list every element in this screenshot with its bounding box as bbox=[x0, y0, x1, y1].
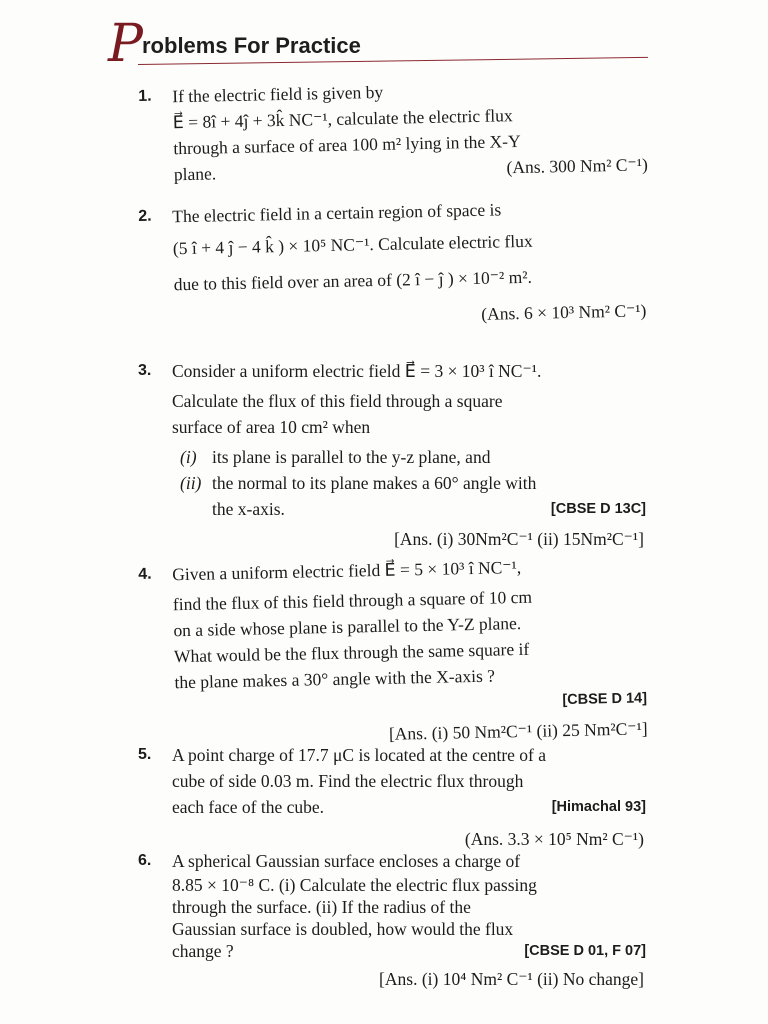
problem-number: 5. bbox=[138, 746, 152, 763]
problem-line: Gaussian surface is doubled, how would the flux bbox=[172, 919, 514, 939]
problem-line: A point charge of 17.7 μC is located at the centre of a bbox=[172, 745, 547, 765]
problem-text bbox=[172, 742, 646, 852]
problem-line: Given a uniform electric field E⃗ = 5 × 10³ î NC⁻¹, bbox=[172, 556, 522, 585]
problem-line: E⃗ = 8î + 4ĵ + 3k̂ NC⁻¹, calculate the electric flux bbox=[172, 105, 513, 133]
section-heading bbox=[108, 14, 648, 74]
problem-line bbox=[172, 794, 646, 820]
problem-number: 2. bbox=[138, 207, 152, 225]
problem-line bbox=[172, 940, 646, 962]
problem-4 bbox=[138, 551, 648, 744]
problem-text bbox=[172, 848, 646, 992]
sub-item-tag: (i) bbox=[180, 447, 197, 467]
problem-number: 6. bbox=[138, 852, 152, 869]
answer: (Ans. 3.3 × 10⁵ Nm² C⁻¹) bbox=[464, 829, 644, 849]
problem-line: due to this field over an area of (2 î − ĵ ) × 10⁻² m². bbox=[173, 266, 533, 295]
reference-tag: [Himachal 93] bbox=[551, 799, 646, 815]
problem-line: Consider a uniform electric field E⃗ = 3 × 10³ î NC⁻¹. bbox=[172, 361, 542, 381]
problem-line: surface of area 10 cm² when bbox=[172, 417, 371, 437]
answer: [Ans. (i) 10⁴ Nm² C⁻¹ (ii) No change] bbox=[379, 969, 644, 989]
problem-last-line: plane. bbox=[173, 163, 217, 185]
sub-item bbox=[172, 470, 646, 496]
heading-title: roblems For Practice bbox=[142, 33, 361, 58]
problem-text bbox=[172, 358, 646, 552]
problem-line: the plane makes a 30° angle with the X-axis ? bbox=[174, 665, 496, 693]
problem-number: 3. bbox=[138, 362, 152, 379]
problem-number: 4. bbox=[138, 565, 152, 583]
reference-tag: [CBSE D 14] bbox=[562, 690, 648, 709]
sub-item-continuation-text: the x-axis. bbox=[212, 499, 285, 519]
problem-2 bbox=[138, 193, 647, 324]
problem-line: cube of side 0.03 m. Find the electric flux through bbox=[172, 771, 524, 791]
heading-drop-letter: P bbox=[108, 14, 143, 74]
sub-item-tag: (ii) bbox=[180, 473, 202, 493]
problem-text bbox=[172, 551, 650, 751]
problem-line: find the flux of this field through a square of 10 cm bbox=[172, 586, 533, 615]
problem-last-line: each face of the cube. bbox=[172, 797, 325, 817]
sub-item-continuation bbox=[172, 496, 646, 522]
problem-text bbox=[172, 73, 648, 187]
answer: (Ans. 300 Nm² C⁻¹) bbox=[506, 154, 649, 178]
problem-last-line: change ? bbox=[172, 941, 234, 961]
answer: [Ans. (i) 30Nm²C⁻¹ (ii) 15Nm²C⁻¹] bbox=[394, 529, 644, 549]
problem-line: (5 î + 4 ĵ − 4 k̂ ) × 10⁵ NC⁻¹. Calculate electric flux bbox=[172, 230, 533, 259]
sub-item-text: the normal to its plane makes a 60° angle with bbox=[212, 473, 537, 493]
problem-line: A spherical Gaussian surface encloses a charge of bbox=[172, 851, 521, 871]
problem-line: If the electric field is given by bbox=[172, 81, 384, 107]
problem-text bbox=[172, 193, 649, 333]
answer: (Ans. 6 × 10³ Nm² C⁻¹) bbox=[481, 300, 647, 324]
reference-tag: [CBSE D 13C] bbox=[550, 501, 646, 517]
problem-line: Calculate the flux of this field through a square bbox=[172, 391, 503, 411]
problem-number: 1. bbox=[138, 87, 152, 105]
problem-line: The electric field in a certain region of space is bbox=[172, 199, 502, 227]
answer: [Ans. (i) 50 Nm²C⁻¹ (ii) 25 Nm²C⁻¹] bbox=[388, 718, 648, 744]
problem-line: What would be the flux through the same square if bbox=[173, 638, 530, 667]
problem-line: through the surface. (ii) If the radius of the bbox=[172, 897, 471, 917]
sub-item-text: its plane is parallel to the y-z plane, and bbox=[212, 447, 491, 467]
problem-line: on a side whose plane is parallel to the Y-Z plane. bbox=[173, 612, 522, 641]
problem-line: 8.85 × 10⁻⁸ C. (i) Calculate the electric flux passing bbox=[172, 875, 537, 895]
reference-tag: [CBSE D 01, F 07] bbox=[524, 943, 646, 959]
problem-line: through a surface of area 100 m² lying in the X-Y bbox=[173, 131, 521, 159]
sub-item bbox=[172, 444, 646, 470]
problem-1 bbox=[138, 73, 649, 185]
